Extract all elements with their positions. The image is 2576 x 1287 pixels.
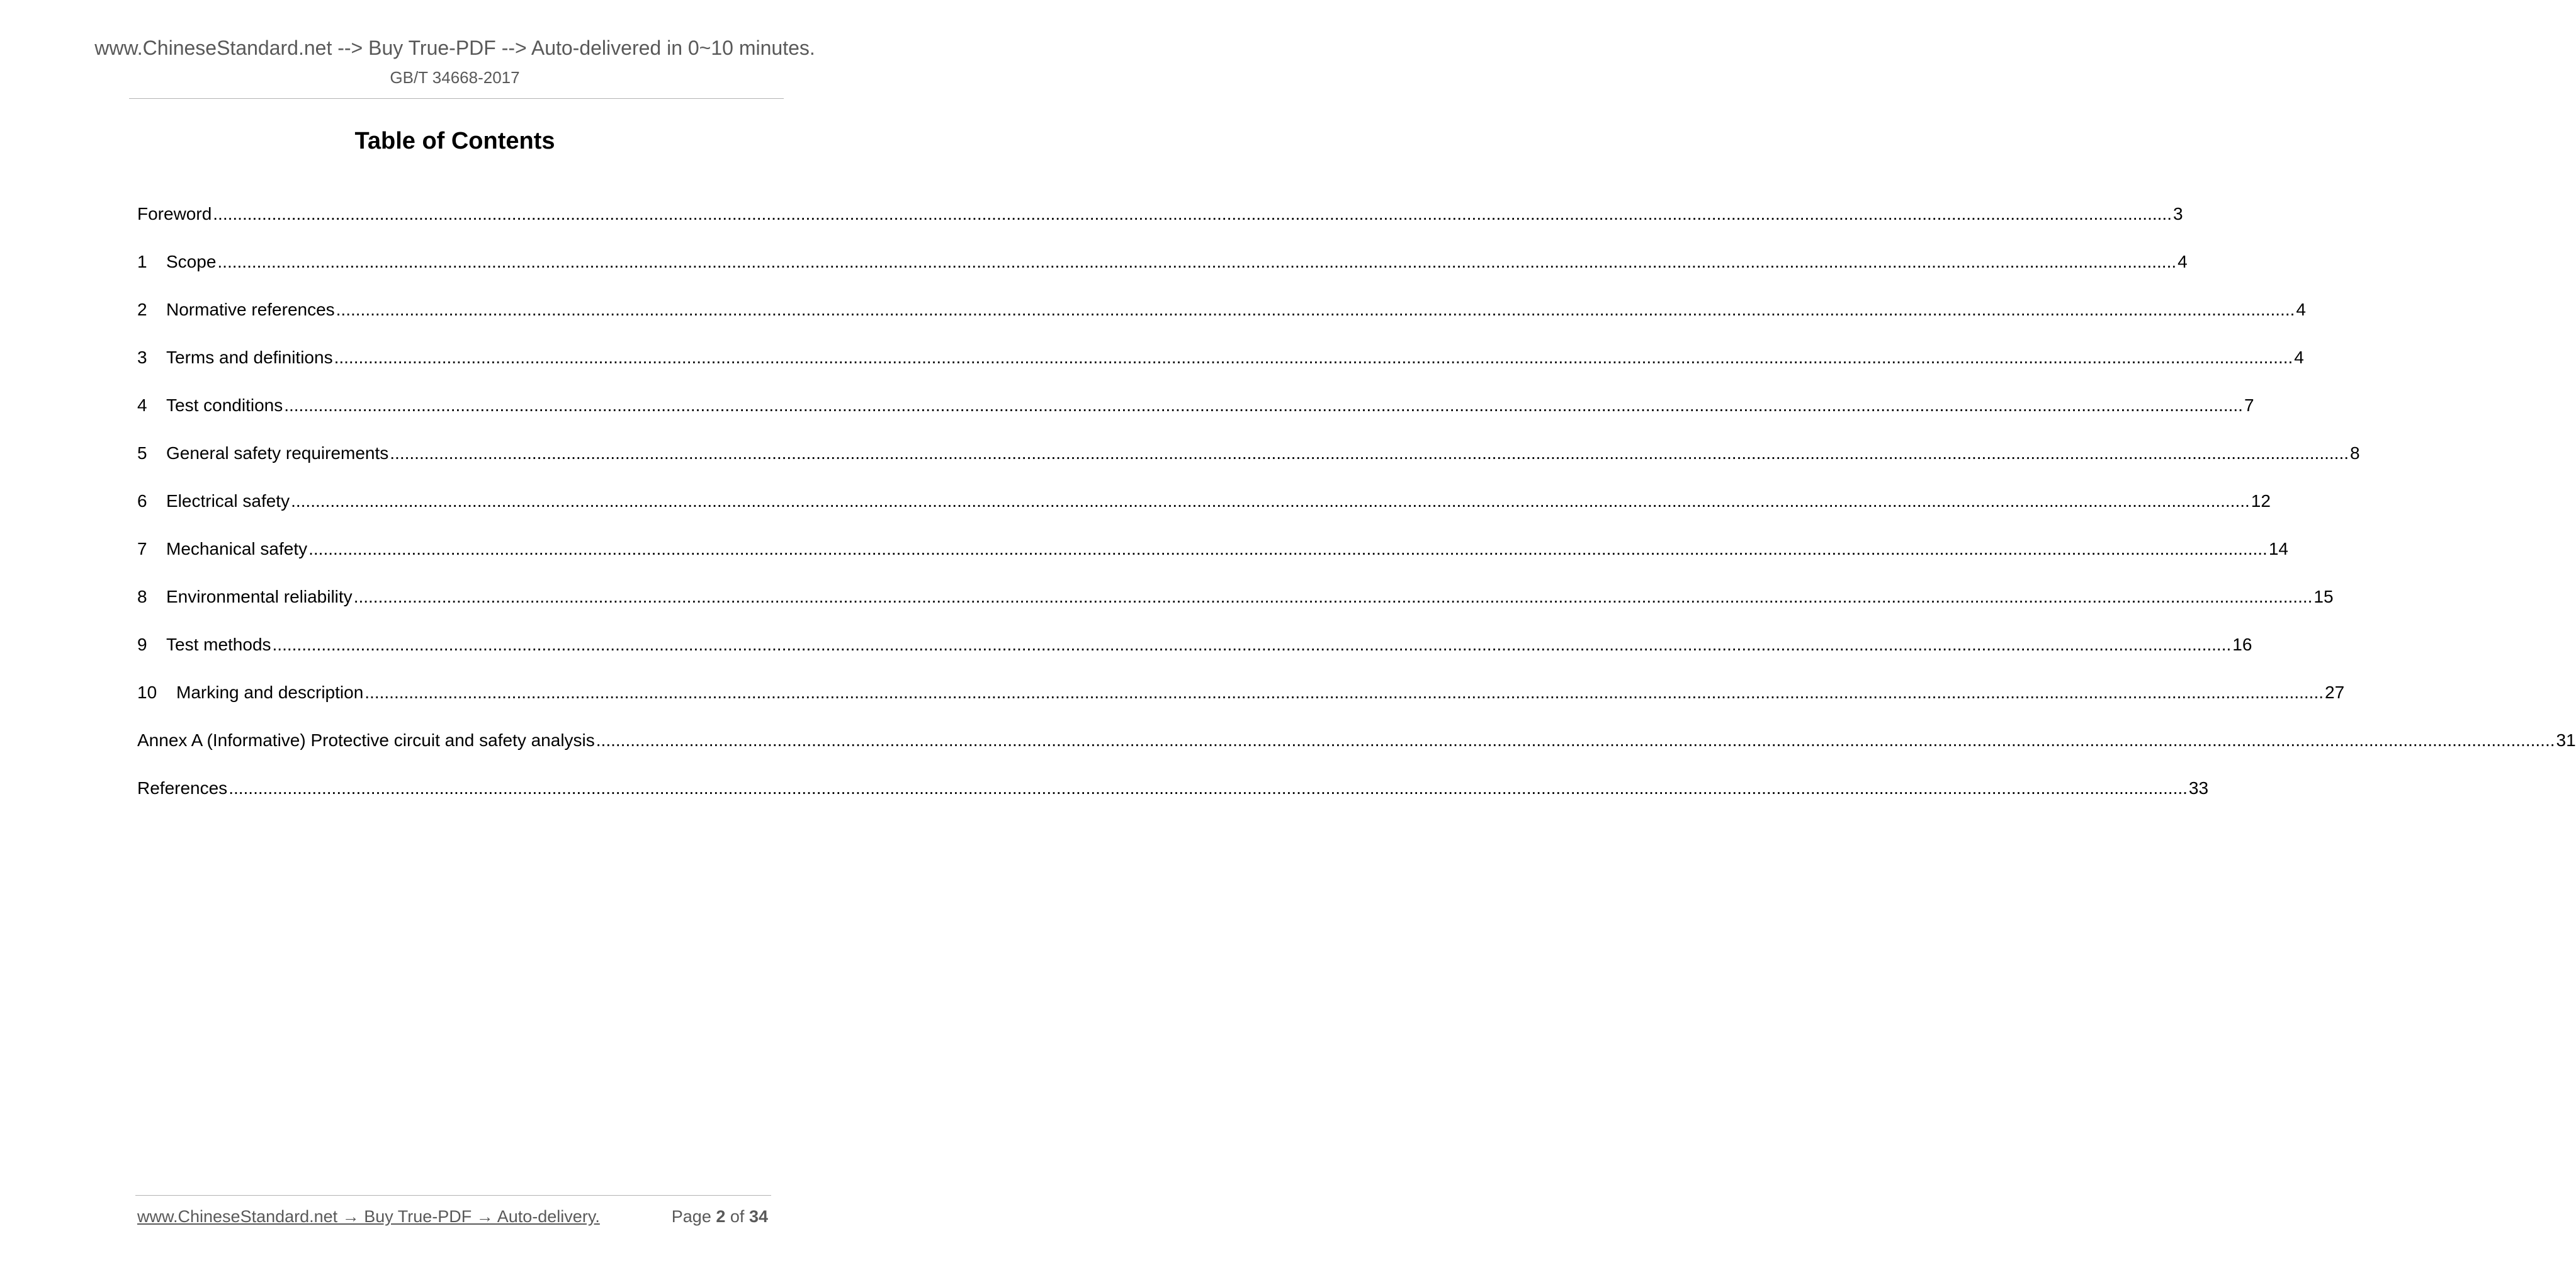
toc-entry-text: Foreword <box>137 204 212 224</box>
toc-section-number: 2 <box>137 300 147 319</box>
toc-entry-text: Electrical safety <box>166 491 290 511</box>
toc-entry-general-safety-requirements[interactable] <box>137 442 2360 490</box>
page-current: 2 <box>716 1207 726 1226</box>
toc-page-number: 12 <box>2251 491 2271 511</box>
toc-dot-leader: ................................................................................................................................................................................................................................................................................................................................................................................................................ <box>596 730 2555 750</box>
toc-dot-leader: ................................................................................................................................................................................................................................................................................................................................................................................................................ <box>213 204 2172 224</box>
header-standard-number: GB/T 34668-2017 <box>390 68 520 87</box>
toc-dot-leader: ................................................................................................................................................................................................................................................................................................................................................................................................................ <box>390 443 2349 463</box>
toc-entry-text: Scope <box>166 252 217 271</box>
page-prefix: Page <box>671 1207 711 1226</box>
toc-entry-foreword[interactable] <box>137 203 2183 251</box>
toc-entry-text: Test methods <box>166 635 271 654</box>
toc-page-number: 4 <box>2178 252 2188 271</box>
toc-entry-environmental-reliability[interactable] <box>137 586 2334 633</box>
toc-entry-text: Test conditions <box>166 395 283 415</box>
toc-entry-marking-and-description[interactable] <box>137 681 2345 729</box>
footer-store-link[interactable]: www.ChineseStandard.net → Buy True-PDF → Auto-delivery. <box>137 1207 600 1226</box>
toc-page-number: 31 <box>2556 730 2576 750</box>
toc-section-number: 3 <box>137 348 147 367</box>
page-of: of <box>730 1207 745 1226</box>
toc-page-number: 3 <box>2172 204 2183 224</box>
toc-entry-terms-and-definitions[interactable] <box>137 346 2304 394</box>
toc-section-number: 8 <box>137 587 147 606</box>
page-total: 34 <box>749 1207 768 1226</box>
toc-section-number: 6 <box>137 491 147 511</box>
table-of-contents <box>137 203 2576 825</box>
toc-page-number: 8 <box>2350 443 2360 463</box>
toc-section-number: 4 <box>137 395 147 415</box>
toc-dot-leader: ................................................................................................................................................................................................................................................................................................................................................................................................................ <box>364 683 2324 702</box>
toc-page-number: 7 <box>2244 395 2254 415</box>
toc-page-number: 27 <box>2325 683 2345 702</box>
toc-dot-leader: ................................................................................................................................................................................................................................................................................................................................................................................................................ <box>353 587 2313 606</box>
toc-page-number: 4 <box>2294 348 2304 367</box>
toc-entry-mechanical-safety[interactable] <box>137 538 2288 586</box>
toc-entry-test-methods[interactable] <box>137 633 2252 681</box>
toc-dot-leader: ................................................................................................................................................................................................................................................................................................................................................................................................................ <box>291 491 2250 511</box>
toc-dot-leader: ................................................................................................................................................................................................................................................................................................................................................................................................................ <box>334 348 2293 367</box>
header-site-banner: www.ChineseStandard.net --> Buy True-PDF --> Auto-delivered in 0~10 minutes. <box>94 37 815 59</box>
toc-dot-leader: ................................................................................................................................................................................................................................................................................................................................................................................................................ <box>284 395 2243 415</box>
toc-entry-references[interactable] <box>137 777 2209 825</box>
toc-dot-leader: ................................................................................................................................................................................................................................................................................................................................................................................................................ <box>272 635 2232 654</box>
toc-dot-leader: ................................................................................................................................................................................................................................................................................................................................................................................................................ <box>336 300 2295 319</box>
toc-entry-normative-references[interactable] <box>137 298 2306 346</box>
toc-entry-electrical-safety[interactable] <box>137 490 2271 538</box>
toc-entry-text: Mechanical safety <box>166 539 308 558</box>
toc-page-number: 16 <box>2232 635 2252 654</box>
toc-section-number: 10 <box>137 683 157 702</box>
footer-divider <box>135 1195 771 1196</box>
toc-dot-leader: ................................................................................................................................................................................................................................................................................................................................................................................................................ <box>308 539 2268 558</box>
toc-page-number: 14 <box>2268 539 2288 558</box>
footer-page-indicator <box>672 1207 768 1227</box>
toc-section-number: 9 <box>137 635 147 654</box>
toc-page-number: 4 <box>2296 300 2306 319</box>
toc-section-number: 1 <box>137 252 147 271</box>
page-title: Table of Contents <box>354 128 555 154</box>
toc-dot-leader: ................................................................................................................................................................................................................................................................................................................................................................................................................ <box>217 252 2177 271</box>
toc-page-number: 15 <box>2313 587 2334 606</box>
toc-entry-text: References <box>137 778 228 798</box>
header-divider <box>129 98 784 99</box>
toc-dot-leader: ................................................................................................................................................................................................................................................................................................................................................................................................................ <box>229 778 2188 798</box>
toc-entry-text: Annex A (Informative) Protective circuit and safety analysis <box>137 730 595 750</box>
toc-entry-scope[interactable] <box>137 251 2188 298</box>
toc-entry-text: Normative references <box>166 300 335 319</box>
toc-entry-text: Marking and description <box>176 683 364 702</box>
toc-section-number: 5 <box>137 443 147 463</box>
toc-page-number: 33 <box>2188 778 2209 798</box>
toc-entry-text: Environmental reliability <box>166 587 353 606</box>
toc-entry-text: Terms and definitions <box>166 348 333 367</box>
toc-entry-text: General safety requirements <box>166 443 389 463</box>
toc-section-number: 7 <box>137 539 147 558</box>
toc-entry-annex-a[interactable] <box>137 729 2576 777</box>
toc-entry-test-conditions[interactable] <box>137 394 2254 442</box>
